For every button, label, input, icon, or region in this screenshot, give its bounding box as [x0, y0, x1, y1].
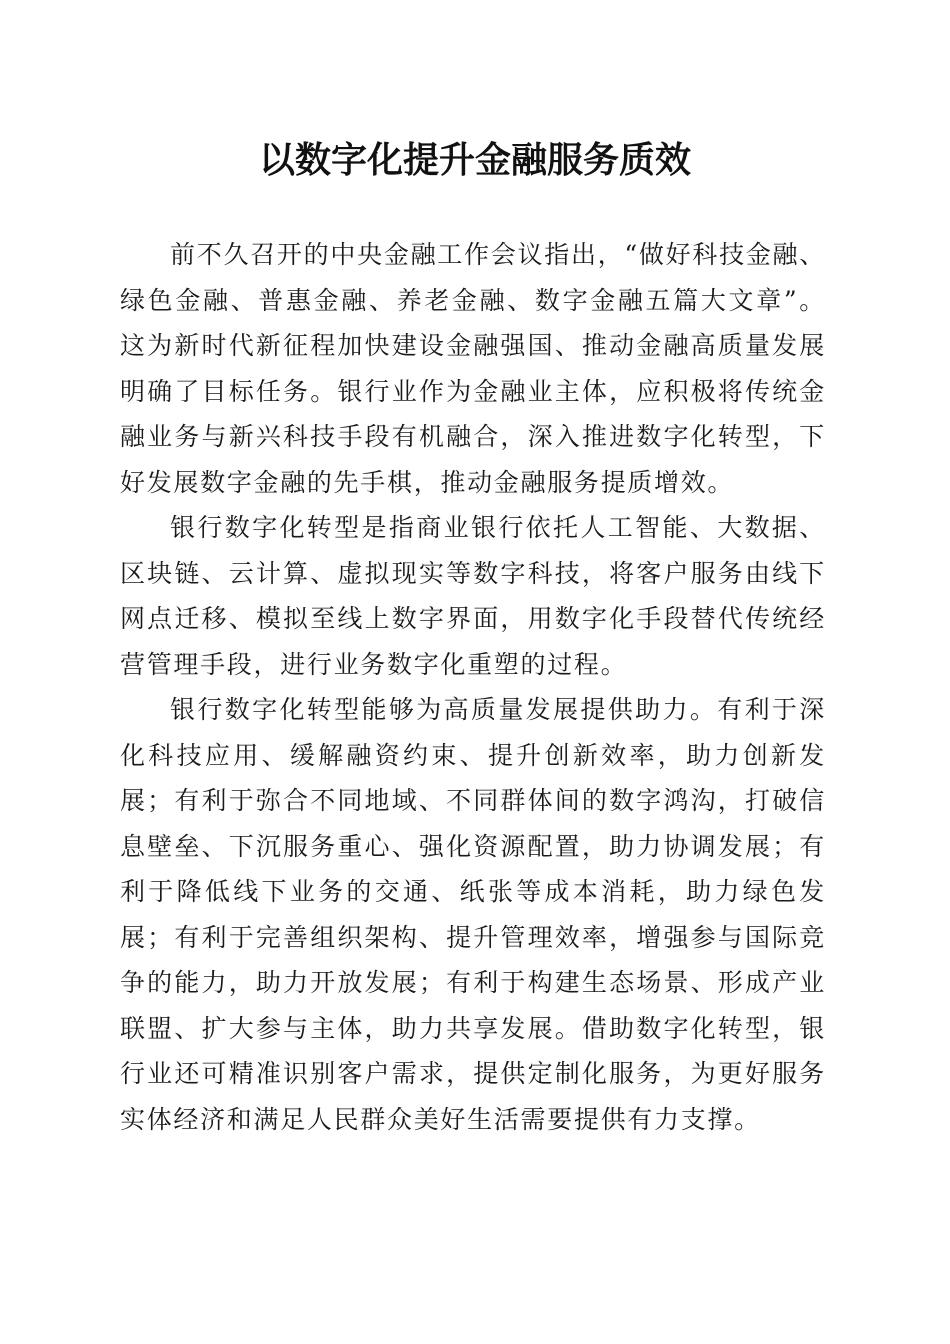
- paragraph-3: 银行数字化转型能够为高质量发展提供助力。有利于深化科技应用、缓解融资约束、提升创新效率，助力创新发展；有利于弥合不同地域、不同群体间的数字鸿沟，打破信息壁垒、下沉服务重心、强化资源配置，助力协调发展；有利于降低线下业务的交通、纸张等成本消耗，助力绿色发展；有利于完善组织架构、提升管理效率，增强参与国际竞争的能力，助力开放发展；有利于构建生态场景、形成产业联盟、扩大参与主体，助力共享发展。借助数字化转型，银行业还可精准识别客户需求，提供定制化服务，为更好服务实体经济和满足人民群众美好生活需要提供有力支撑。: [120, 695, 826, 1134]
- paragraph-1: 前不久召开的中央金融工作会议指出，“做好科技金融、绿色金融、普惠金融、养老金融、数字金融五篇大文章”。这为新时代新征程加快建设金融强国、推动金融高质量发展明确了目标任务。银行业作为金融业主体，应积极将传统金融业务与新兴科技手段有机融合，深入推进数字化转型，下好发展数字金融的先手棋，推动金融服务提质增效。: [120, 240, 826, 497]
- document-title: 以数字化提升金融服务质效: [258, 139, 691, 181]
- document-body: [120, 232, 826, 1142]
- paragraph-2: 银行数字化转型是指商业银行依托人工智能、大数据、区块链、云计算、虚拟现实等数字科技，将客户服务由线下网点迁移、模拟至线上数字界面，用数字化手段替代传统经营管理手段，进行业务数字化重塑的过程。: [120, 513, 826, 679]
